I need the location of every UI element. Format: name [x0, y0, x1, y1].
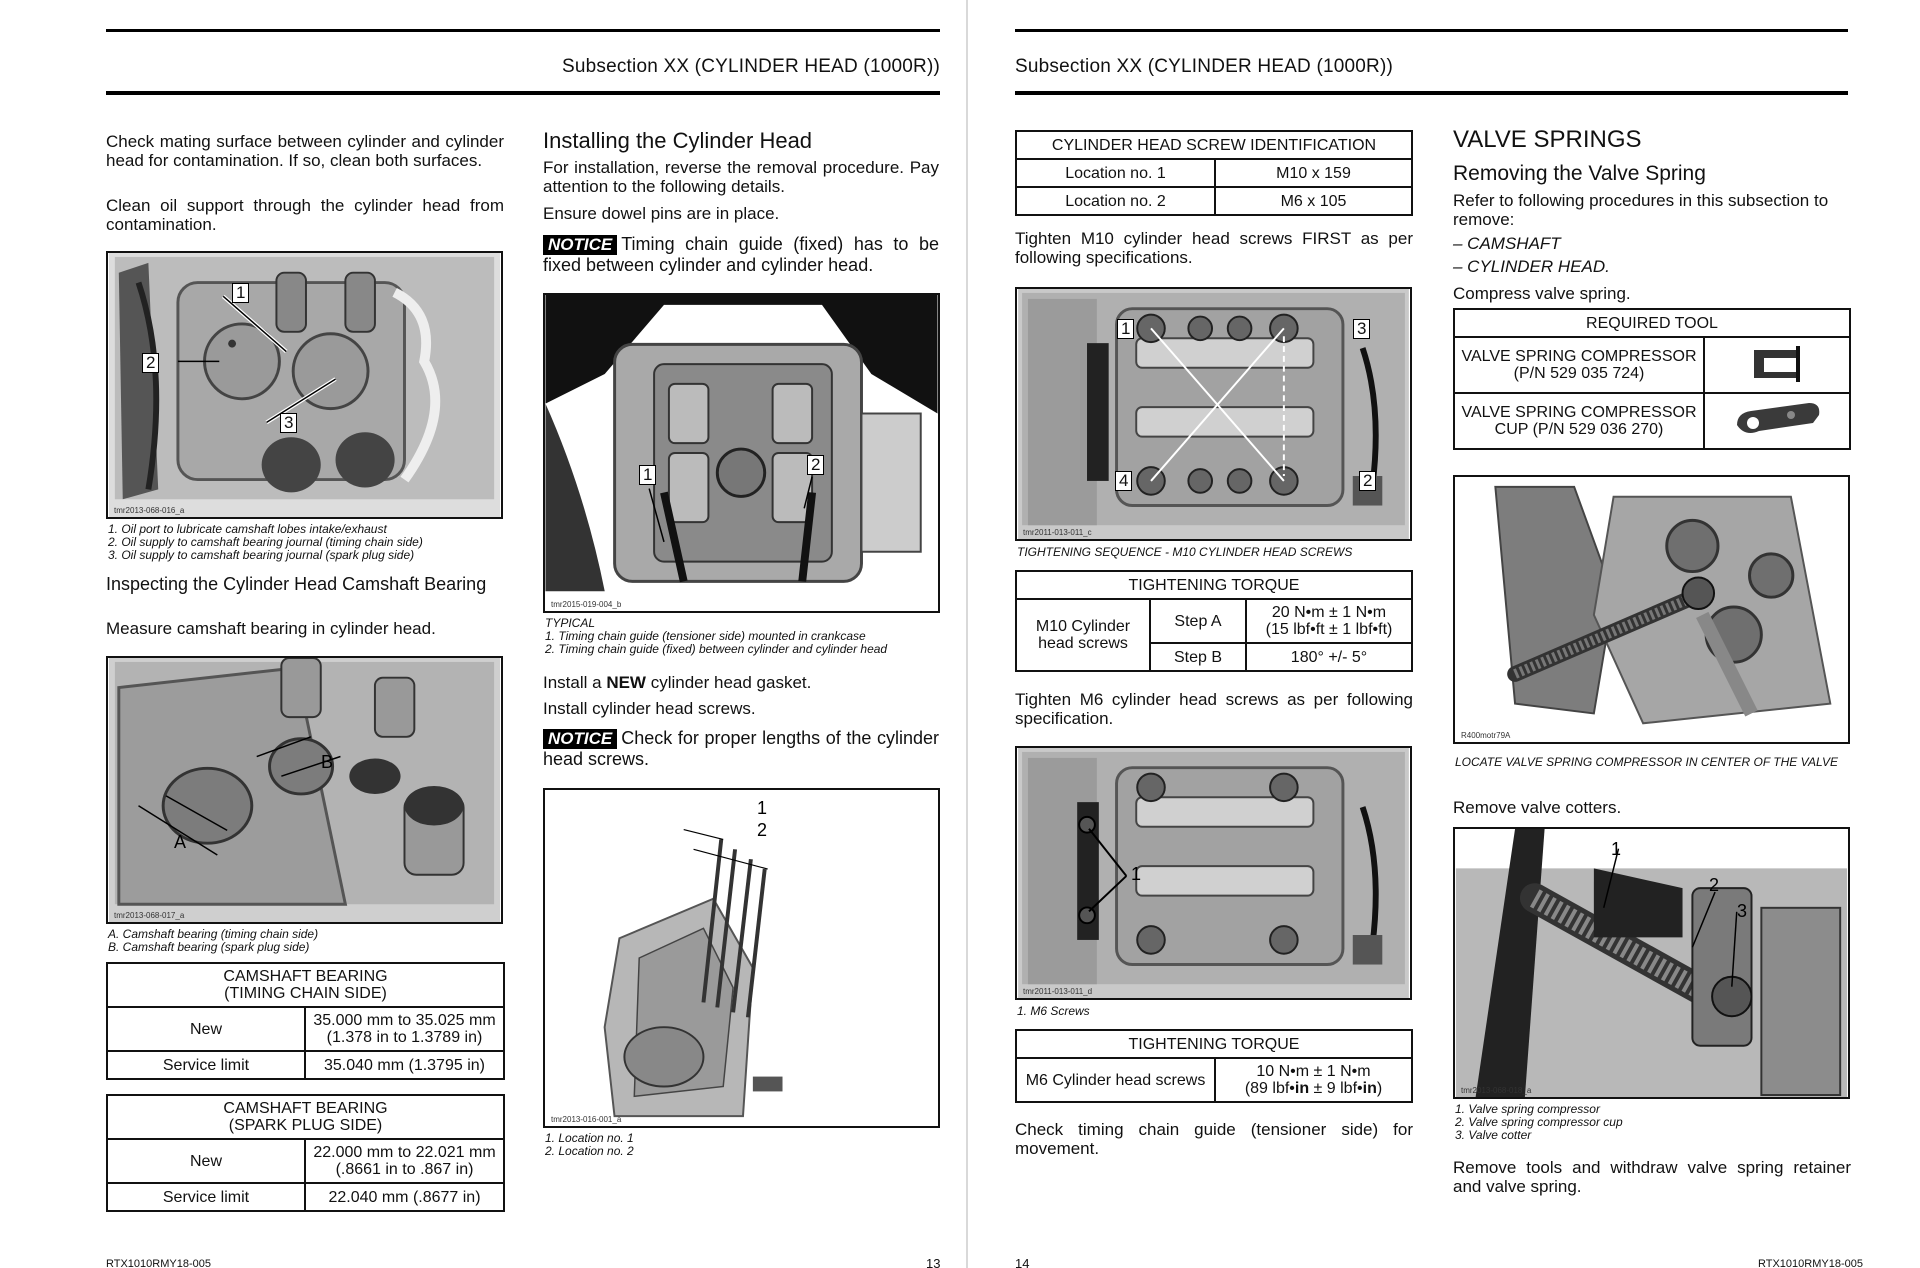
fig8-callout-1: 1: [1611, 839, 1622, 859]
m10-step-a-value: 20 N•m ± 1 N•m (15 lbf•ft ± 1 lbf•ft): [1246, 599, 1412, 643]
camshaft-timing-table: [106, 962, 505, 1080]
camshaft-timing-new-label: New: [107, 1007, 305, 1051]
fig1-ref: tmr2013-068-016_a: [114, 506, 185, 515]
m10-tightening-sequence-illustration: [1017, 289, 1410, 539]
fig4-ref: tmr2013-016-001_a: [551, 1115, 622, 1124]
fig2-ref: tmr2013-068-017_a: [114, 911, 185, 920]
fig1-caption-1: 1. Oil port to lubricate camshaft lobes intake/exhaust: [108, 522, 387, 536]
fig7-caption: LOCATE VALVE SPRING COMPRESSOR IN CENTER OF THE VALVE: [1455, 755, 1838, 769]
clean-oil-paragraph: Clean oil support through the cylinder head from contamination.: [106, 196, 504, 234]
tool1-name: VALVE SPRING COMPRESSOR (P/N 529 035 724): [1454, 337, 1704, 393]
fig5-callout-1: 1: [1117, 319, 1134, 339]
fig2-callout-A: A: [174, 832, 187, 852]
left-page-number: 13: [926, 1256, 941, 1268]
tighten-m6-paragraph: Tighten M6 cylinder head screws as per following specification.: [1015, 690, 1413, 728]
fig2-caption-B: B. Camshaft bearing (spark plug side): [108, 940, 310, 954]
valve-springs-heading: VALVE SPRINGS: [1453, 126, 1642, 153]
m10-step-a-label: Step A: [1150, 599, 1246, 643]
timing-chain-guide-illustration: [545, 295, 938, 611]
camshaft-timing-limit-value: 35.040 mm (1.3795 in): [305, 1051, 504, 1079]
fig6-callout-1: 1: [1131, 864, 1142, 884]
valve-spring-compressor-illustration: [1455, 477, 1848, 742]
m6-torque-title: TIGHTENING TORQUE: [1016, 1030, 1412, 1058]
install-heading: Installing the Cylinder Head: [543, 128, 813, 153]
camshaft-spark-table: [106, 1094, 505, 1212]
camshaft-bearing-figure: [106, 656, 503, 924]
camshaft-spark-new-label: New: [107, 1139, 305, 1183]
list-cylinder-head: – CYLINDER HEAD.: [1453, 257, 1610, 276]
tightening-sequence-figure: [1015, 287, 1412, 541]
valve-cotter-removal-illustration: [1455, 829, 1848, 1097]
fig1-caption-3: 3. Oil supply to camshaft bearing journal (spark plug side): [108, 548, 415, 562]
screw-id-loc2-label: Location no. 2: [1016, 187, 1215, 215]
m6-torque-value: [1215, 1058, 1412, 1102]
m10-torque-label: M10 Cylinder head screws: [1016, 599, 1150, 671]
m6-torque-value-line2: (89 lbf•in ± 9 lbf•in): [1244, 1080, 1383, 1097]
camshaft-spark-new-value: 22.000 mm to 22.021 mm (.8661 in to .867 in): [305, 1139, 504, 1183]
m6-torque-label: M6 Cylinder head screws: [1016, 1058, 1215, 1102]
right-header-rule-bottom: [1015, 91, 1848, 95]
m6-torque-value-line1: 10 N•m ± 1 N•m: [1256, 1063, 1371, 1080]
fig6-ref: tmr2011-013-011_d: [1023, 987, 1093, 996]
header-rule-top: [106, 29, 940, 32]
fig5-callout-4: 4: [1115, 471, 1132, 491]
notice2-paragraph: [543, 728, 939, 769]
install-screws-paragraph: Install cylinder head screws.: [543, 699, 756, 718]
measure-paragraph: Measure camshaft bearing in cylinder head.: [106, 619, 436, 638]
oil-port-figure: [106, 251, 503, 519]
gasket-paragraph: [543, 673, 939, 692]
fig8-ref: tmr2013-068-018_a: [1461, 1086, 1532, 1095]
fig3-caption-2: 2. Timing chain guide (fixed) between cylinder and cylinder head: [545, 642, 888, 656]
intro-paragraph: Check mating surface between cylinder and cylinder head for contamination. If so, clean both surfaces.: [106, 132, 504, 170]
camshaft-timing-new-value: 35.000 mm to 35.025 mm (1.378 in to 1.3789 in): [305, 1007, 504, 1051]
camshaft-timing-limit-label: Service limit: [107, 1051, 305, 1079]
refer-paragraph: Refer to following procedures in this subsection to remove:: [1453, 191, 1829, 229]
list-camshaft: – CAMSHAFT: [1453, 234, 1561, 253]
fig1-callout-2: 2: [142, 353, 159, 373]
right-page-number: 14: [1015, 1256, 1030, 1268]
tool2-image-cell: [1704, 393, 1850, 449]
compressor-center-figure: [1453, 475, 1850, 744]
fig4-callout-1: 1: [757, 798, 768, 818]
fig5-ref: tmr2011-013-011_c: [1023, 528, 1092, 537]
m6-screws-figure: [1015, 746, 1412, 1000]
m6-torque-table: [1015, 1029, 1413, 1103]
fig5-caption: TIGHTENING SEQUENCE - M10 CYLINDER HEAD SCREWS: [1017, 545, 1353, 559]
timing-chain-figure: [543, 293, 940, 613]
required-tool-title: REQUIRED TOOL: [1454, 309, 1850, 337]
right-header-rule-top: [1015, 29, 1848, 32]
screw-id-loc2-value: M6 x 105: [1215, 187, 1412, 215]
inspect-heading: Inspecting the Cylinder Head Camshaft Bearing: [106, 574, 487, 594]
notice1-paragraph: [543, 234, 939, 275]
dowel-paragraph: Ensure dowel pins are in place.: [543, 204, 780, 223]
tool1-image-cell: [1704, 337, 1850, 393]
gasket-prefix: Install a: [543, 673, 607, 692]
right-page: [968, 0, 1920, 1268]
camshaft-spark-limit-value: 22.040 mm (.8677 in): [305, 1183, 504, 1211]
fig3-callout-1: 1: [639, 465, 656, 485]
cylinder-head-oil-port-illustration: [108, 253, 501, 517]
fig1-callout-3: 3: [280, 413, 297, 433]
remove-cotters-paragraph: Remove valve cotters.: [1453, 798, 1622, 817]
fig8-callout-3: 3: [1737, 901, 1748, 921]
m10-torque-title: TIGHTENING TORQUE: [1016, 571, 1412, 599]
screw-id-table: [1015, 130, 1413, 216]
fig8-callout-2: 2: [1709, 875, 1720, 895]
subsection-title: Subsection XX (CYLINDER HEAD (1000R)): [561, 56, 940, 77]
fig1-callout-1: 1: [232, 283, 249, 303]
engine-screw-location-illustration: [545, 790, 938, 1126]
screw-id-loc1-value: M10 x 159: [1215, 159, 1412, 187]
camshaft-spark-limit-label: Service limit: [107, 1183, 305, 1211]
fig3-caption-1: 1. Timing chain guide (tensioner side) mounted in crankcase: [545, 629, 866, 643]
notice2-badge: NOTICE: [543, 729, 617, 749]
fig5-callout-2: 2: [1359, 471, 1376, 491]
fig3-title: TYPICAL: [545, 616, 596, 630]
m10-torque-table: [1015, 570, 1413, 672]
fig4-caption-2: 2. Location no. 2: [545, 1144, 634, 1158]
fig3-callout-2: 2: [807, 455, 824, 475]
tool2-name: VALVE SPRING COMPRESSOR CUP (P/N 529 036 270): [1454, 393, 1704, 449]
fig2-callout-B: B: [321, 752, 334, 772]
check-chain-paragraph: Check timing chain guide (tensioner side) for movement.: [1015, 1120, 1413, 1158]
header-rule-bottom: [106, 91, 940, 95]
screw-id-title: CYLINDER HEAD SCREW IDENTIFICATION: [1016, 131, 1412, 159]
remove-valve-spring-heading: Removing the Valve Spring: [1453, 162, 1706, 185]
right-footer-code: RTX1010RMY18-005: [1758, 1258, 1863, 1268]
m10-step-b-value: 180° +/- 5°: [1246, 643, 1412, 671]
left-footer-code: RTX1010RMY18-005: [106, 1258, 211, 1268]
fig2-caption-A: A. Camshaft bearing (timing chain side): [108, 927, 319, 941]
final-paragraph: Remove tools and withdraw valve spring retainer and valve spring.: [1453, 1158, 1851, 1196]
fig6-caption: 1. M6 Screws: [1017, 1004, 1090, 1018]
screw-id-loc1-label: Location no. 1: [1016, 159, 1215, 187]
gasket-suffix: cylinder head gasket.: [645, 673, 812, 692]
fig3-ref: tmr2015-019-004_b: [551, 600, 622, 609]
compress-paragraph: Compress valve spring.: [1453, 284, 1631, 303]
notice1-text: Timing chain guide (fixed) has to be fixed between cylinder and cylinder head.: [543, 234, 939, 275]
m6-screws-illustration: [1017, 748, 1410, 998]
gasket-new: NEW: [606, 673, 646, 692]
install-paragraph: For installation, reverse the removal procedure. Pay attention to the following details.: [543, 158, 939, 196]
tighten-m10-paragraph: Tighten M10 cylinder head screws FIRST as per following specifications.: [1015, 229, 1413, 267]
fig4-caption-1: 1. Location no. 1: [545, 1131, 634, 1145]
fig5-callout-3: 3: [1353, 319, 1370, 339]
camshaft-spark-title: CAMSHAFT BEARING (SPARK PLUG SIDE): [107, 1095, 504, 1139]
screw-length-figure: [543, 788, 940, 1128]
camshaft-timing-title: CAMSHAFT BEARING (TIMING CHAIN SIDE): [107, 963, 504, 1007]
fig4-callout-2: 2: [757, 820, 768, 840]
required-tool-table: [1453, 308, 1851, 450]
fig8-caption-1: 1. Valve spring compressor: [1455, 1102, 1600, 1116]
compressor-cup-icon: [1729, 397, 1825, 441]
camshaft-bearing-illustration: [108, 658, 501, 922]
fig1-caption-2: 2. Oil supply to camshaft bearing journal (timing chain side): [108, 535, 423, 549]
notice-badge: NOTICE: [543, 235, 617, 255]
fig8-caption-2: 2. Valve spring compressor cup: [1455, 1115, 1623, 1129]
right-subsection-title: Subsection XX (CYLINDER HEAD (1000R)): [1015, 56, 1394, 77]
fig7-ref: R400motr79A: [1461, 731, 1511, 740]
c-clamp-icon: [1742, 342, 1812, 384]
valve-cotter-figure: [1453, 827, 1850, 1099]
notice2-text: Check for proper lengths of the cylinder head screws.: [543, 728, 939, 769]
m10-step-b-label: Step B: [1150, 643, 1246, 671]
fig8-caption-3: 3. Valve cotter: [1455, 1128, 1532, 1142]
